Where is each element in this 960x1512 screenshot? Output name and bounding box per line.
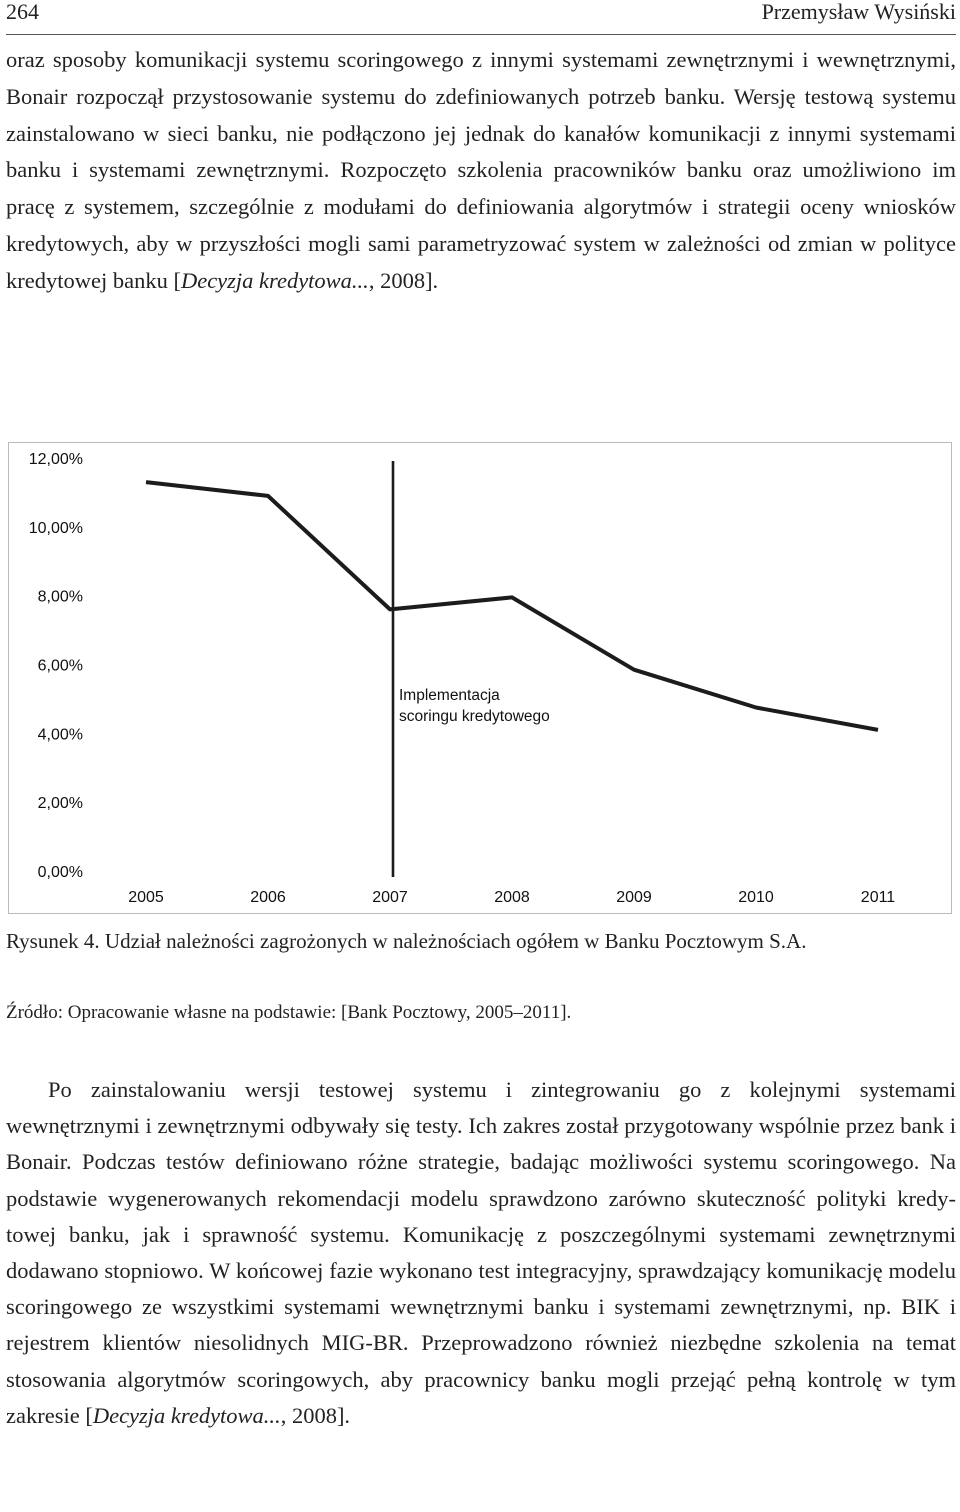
citation-title: Decyzja kredytowa... [180,267,369,293]
body-paragraph-1 [6,42,956,300]
citation-tail: , 2008]. [280,1402,351,1428]
x-axis-ticks [128,889,895,906]
citation-title: Decyzja kredytowa... [92,1402,281,1428]
x-tick-label: 2010 [738,889,774,906]
series-line [146,482,878,730]
paragraph-text: oraz sposoby komunikacji systemu scoringowego z innymi systemami zewnętrznymi i wewnętrznymi, Bonair rozpoczął przystosowanie systemu do zdefiniowanych potrzeb banku. Wersję testową systemu zainstalowano w sieci banku, nie podłączono jej jednak do kanałów komunikacji z innymi systemami banku i systemami zewnętrznymi. Rozpoczęto szkolenia pracowników banku oraz umożliwiono im pracę z systemem, szczególnie z modułami do definiowania algorytmów i strategii oceny wniosków kredytowych, aby w przyszłości mogli sami parametryzować system w zależności od zmian w polityce kredytowej banku [ [6,47,956,293]
body-paragraph-2 [6,1072,956,1434]
y-tick-label: 4,00% [37,726,83,744]
annotation-line-2: scoringu kredytowego [399,708,550,725]
x-tick-label: 2007 [372,889,408,906]
page-number: 264 [6,0,39,24]
running-head-author: Przemysław Wysiński [761,0,956,24]
figure-caption: Rysunek 4. Udział należności zagrożonych w należnościach ogółem w Banku Pocztowym S.A. [6,929,807,953]
x-tick-label: 2011 [860,889,896,906]
page-header [6,0,956,35]
x-tick-label: 2008 [494,889,530,906]
x-tick-label: 2006 [250,889,286,906]
y-tick-label: 10,00% [28,519,83,537]
figure-source: Źródło: Opracowanie własne na podstawie: [Bank Pocztowy, 2005–2011]. [6,1002,572,1023]
x-tick-label: 2005 [128,889,164,906]
paragraph-text: Po zainstalowaniu wersji testowej systemu i zintegrowaniu go z kolejnymi systemami wewnętrznymi i zewnętrznymi odbywały się testy. Ich zakres został przygotowany wspólnie przez bank i Bonair. Podczas testów definiowano różne strategie, badając możliwości systemu scoringowego. Na podstawie wygenerowanych rekomendacji modelu sprawdzono zarówno skuteczność polityki kredytowej banku, jak i sprawność systemu. Komunikację z poszczególnymi systemami zewnętrznymi dodawano stopniowo. W końcowej fazie wykonano test integracyjny, sprawdzający komunikację modelu scoringowego ze wszystkimi systemami wewnętrznymi banku i systemami zewnętrznymi, np. BIK i rejestrem klientów niesolidnych MIG-BR. Przeprowadzono również niezbędne szkolenia na temat stosowania algorytmów scoringowych, aby pracownicy banku mogli przejąć pełną kontrolę w tym zakresie [ [6,1077,956,1428]
y-tick-label: 2,00% [37,795,83,813]
annotation-line-1: Implementacja [399,687,500,704]
y-tick-label: 0,00% [37,864,83,881]
figure-chart [8,442,952,914]
y-tick-label: 6,00% [37,657,83,675]
citation-tail: , 2008]. [368,267,439,293]
y-tick-label: 8,00% [37,588,83,606]
x-tick-label: 2009 [616,889,652,906]
line-chart [9,443,953,915]
y-tick-label: 12,00% [28,451,83,468]
y-axis-ticks [29,451,83,881]
